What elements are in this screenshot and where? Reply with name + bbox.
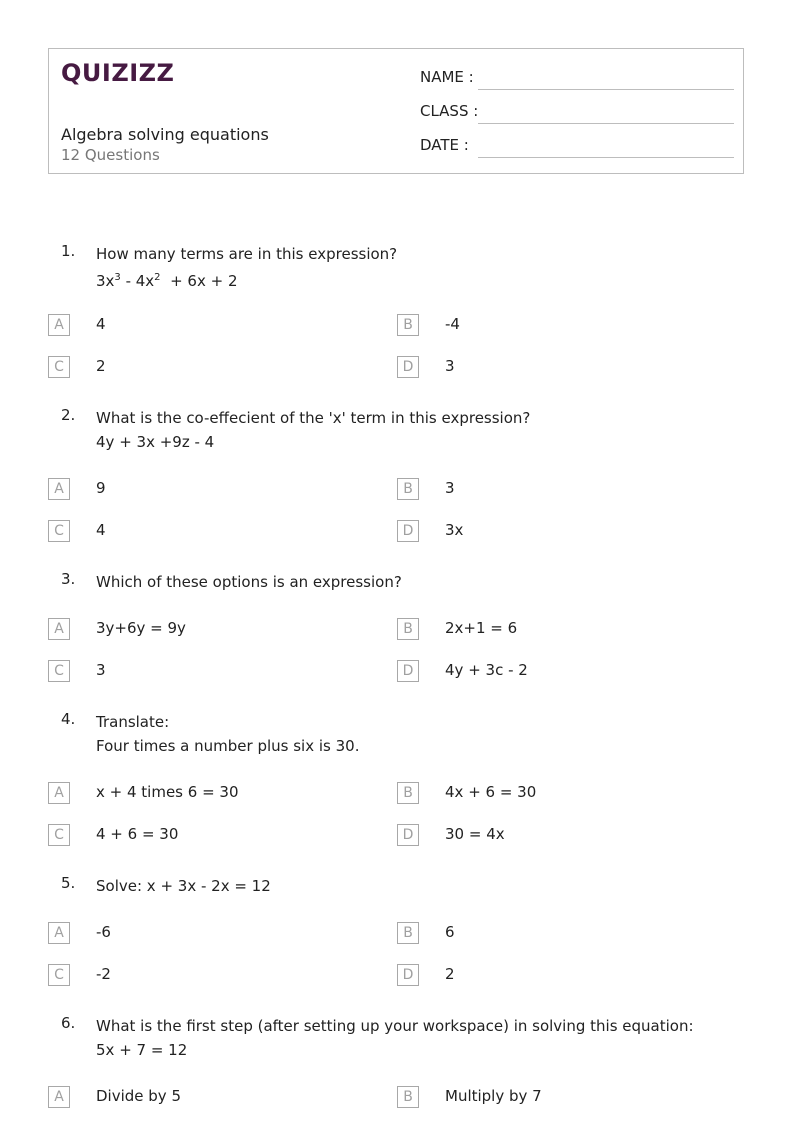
option-text: 4x + 6 = 30 <box>445 783 537 801</box>
option-text: Divide by 5 <box>96 1087 181 1105</box>
option-text: -2 <box>96 965 111 983</box>
option-text: 3 <box>445 479 455 497</box>
question-count: 12 Questions <box>61 146 160 164</box>
question-text: What is the co-effecient of the 'x' term in this expression? 4y + 3x +9z - 4 <box>96 406 736 454</box>
class-line <box>478 123 734 124</box>
name-label: NAME : <box>420 68 474 86</box>
worksheet-title: Algebra solving equations <box>61 125 269 144</box>
name-field[interactable] <box>420 68 740 90</box>
question-number: 1. <box>61 242 76 260</box>
option-letter-box: C <box>48 520 70 542</box>
date-line <box>478 157 734 158</box>
option-letter-box: B <box>397 782 419 804</box>
option-text: Multiply by 7 <box>445 1087 542 1105</box>
question-text: Which of these options is an expression? <box>96 573 402 591</box>
question-text: Solve: x + 3x - 2x = 12 <box>96 877 271 895</box>
option-letter-box: A <box>48 1086 70 1108</box>
quizizz-logo: QUIZIZZ <box>61 59 175 87</box>
option-letter-box: C <box>48 660 70 682</box>
date-field[interactable] <box>420 136 740 158</box>
name-line <box>478 89 734 90</box>
option-text: 2 <box>445 965 455 983</box>
question-text: What is the first step (after setting up your workspace) in solving this equation: 5x + 7 = 12 <box>96 1017 694 1059</box>
option-letter-box: B <box>397 1086 419 1108</box>
option-text: 9 <box>96 479 106 497</box>
option-letter-box: A <box>48 478 70 500</box>
option-text: 3y+6y = 9y <box>96 619 186 637</box>
option-letter-box: C <box>48 824 70 846</box>
option-text: -4 <box>445 315 460 333</box>
option-letter-box: D <box>397 356 419 378</box>
question-number: 6. <box>61 1014 76 1032</box>
question-number: 3. <box>61 570 76 588</box>
expression: $3x^3 - 4x^2 + 6x + 2$ <box>96 272 238 290</box>
option-text: 2x+1 = 6 <box>445 619 518 637</box>
worksheet-header <box>48 48 744 174</box>
option-letter-box: B <box>397 478 419 500</box>
question-number: 4. <box>61 710 76 728</box>
question-text: How many terms are in this expression? $3x^3 - 4x^2 + 6x + 2$ <box>96 242 736 293</box>
option-letter-box: A <box>48 782 70 804</box>
option-text: 3 <box>445 357 455 375</box>
option-text: 3x <box>445 521 464 539</box>
option-letter-box: A <box>48 314 70 336</box>
option-text: -6 <box>96 923 111 941</box>
option-letter-box: C <box>48 356 70 378</box>
option-letter-box: D <box>397 964 419 986</box>
option-letter-box: B <box>397 922 419 944</box>
option-letter-box: A <box>48 922 70 944</box>
option-letter-box: D <box>397 520 419 542</box>
option-letter-box: D <box>397 660 419 682</box>
option-letter-box: D <box>397 824 419 846</box>
date-label: DATE : <box>420 136 469 154</box>
class-label: CLASS : <box>420 102 479 120</box>
option-text: 4y + 3c - 2 <box>445 661 528 679</box>
option-text: x + 4 times 6 = 30 <box>96 783 239 801</box>
question-number: 5. <box>61 874 76 892</box>
question-number: 2. <box>61 406 76 424</box>
option-letter-box: B <box>397 618 419 640</box>
option-letter-box: B <box>397 314 419 336</box>
option-text: 4 <box>96 315 106 333</box>
expression: 4y + 3x +9z - 4 <box>96 433 215 451</box>
question-text: Translate: Four times a number plus six is 30. <box>96 713 360 755</box>
option-text: 3 <box>96 661 106 679</box>
option-text: 4 <box>96 521 106 539</box>
option-text: 6 <box>445 923 455 941</box>
option-text: 30 = 4x <box>445 825 505 843</box>
option-text: 4 + 6 = 30 <box>96 825 179 843</box>
option-letter-box: C <box>48 964 70 986</box>
option-letter-box: A <box>48 618 70 640</box>
option-text: 2 <box>96 357 106 375</box>
class-field[interactable] <box>420 102 740 124</box>
